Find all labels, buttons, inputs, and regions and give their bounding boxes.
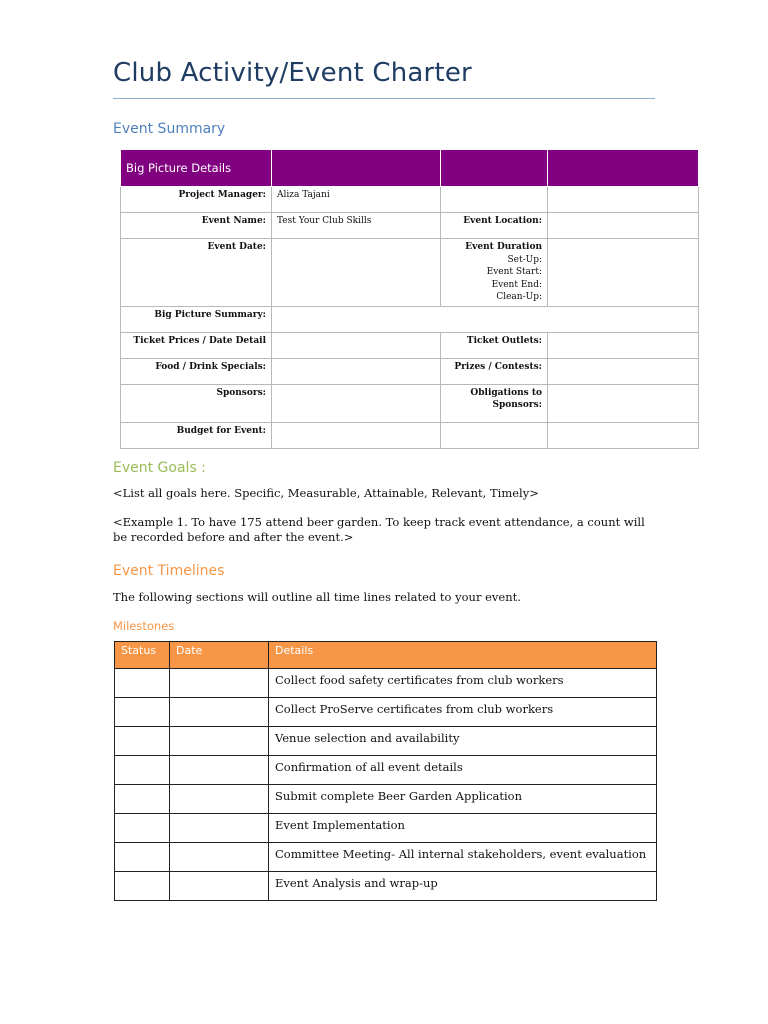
event-start-label: Event Start: [486,267,542,277]
date-cell[interactable] [170,756,269,785]
milestones-header-row [115,642,657,669]
status-cell[interactable] [115,785,170,814]
details-cell[interactable]: Collect food safety certificates from club workers [269,669,657,698]
sponsors-label: Sponsors: [121,384,272,422]
details-cell[interactable]: Submit complete Beer Garden Application [269,785,657,814]
ticket-outlets-value[interactable] [548,332,699,358]
event-duration-value[interactable] [548,239,699,307]
table-row [121,358,699,384]
big-picture-summary-label: Big Picture Summary: [121,306,272,332]
budget-label: Budget for Event: [121,422,272,448]
header-cell [272,150,441,187]
table-row [121,213,699,239]
details-cell[interactable]: Committee Meeting- All internal stakeholders, event evaluation [269,843,657,872]
event-timelines-heading: Event Timelines [113,563,225,579]
obligations-label-line1: Obligations to [470,387,542,398]
status-cell[interactable] [115,843,170,872]
event-end-label: Event End: [491,279,542,290]
milestones-heading: Milestones [113,619,175,633]
details-cell[interactable]: Collect ProServe certificates from club workers [269,698,657,727]
event-goals-heading: Event Goals : [113,460,206,476]
table-row [121,384,699,422]
event-location-label: Event Location: [441,213,548,239]
status-cell[interactable] [115,698,170,727]
ticket-prices-label: Ticket Prices / Date Detail [121,332,272,358]
obligations-value[interactable] [548,384,699,422]
big-picture-header: Big Picture Details [121,150,272,187]
empty-cell[interactable] [441,422,548,448]
setup-label: Set-Up: [507,254,542,265]
food-drink-label: Food / Drink Specials: [121,358,272,384]
table-row [115,872,657,901]
big-picture-table [120,149,699,449]
timelines-intro: The following sections will outline all time lines related to your event. [113,590,521,604]
date-cell[interactable] [170,814,269,843]
event-date-label: Event Date: [121,239,272,307]
date-cell[interactable] [170,785,269,814]
milestones-body [115,669,657,901]
empty-cell[interactable] [548,187,699,213]
goals-example: <Example 1. To have 175 attend beer garden. To keep track event attendance, a count will be recorded before and after the event.> [113,515,645,544]
date-cell[interactable] [170,698,269,727]
date-cell[interactable] [170,669,269,698]
project-manager-label: Project Manager: [121,187,272,213]
table-row [121,187,699,213]
goals-instruction: <List all goals here. Specific, Measurable, Attainable, Relevant, Timely> [113,486,539,500]
date-cell[interactable] [170,872,269,901]
obligations-label [441,384,548,422]
table-row [121,306,699,332]
status-cell[interactable] [115,756,170,785]
table-row [115,756,657,785]
milestones-table [114,641,657,901]
table-row [115,669,657,698]
table-row [115,814,657,843]
cleanup-label: Clean-Up: [496,292,542,302]
prizes-contests-label: Prizes / Contests: [441,358,548,384]
details-cell[interactable]: Event Analysis and wrap-up [269,872,657,901]
details-cell[interactable]: Event Implementation [269,814,657,843]
table-row [121,239,699,307]
table-row [115,843,657,872]
event-date-value[interactable] [272,239,441,307]
table-row [115,698,657,727]
budget-value[interactable] [272,422,441,448]
table-row [115,785,657,814]
event-name-label: Event Name: [121,213,272,239]
sponsors-value[interactable] [272,384,441,422]
date-column-header: Date [170,642,269,669]
status-cell[interactable] [115,814,170,843]
title-divider [113,98,655,99]
page-title: Club Activity/Event Charter [113,58,472,88]
obligations-label-line2: Sponsors: [492,400,542,410]
event-duration-title: Event Duration [465,242,542,252]
event-location-value[interactable] [548,213,699,239]
status-column-header: Status [115,642,170,669]
big-picture-header-row [121,150,699,187]
date-cell[interactable] [170,843,269,872]
table-row [115,727,657,756]
food-drink-value[interactable] [272,358,441,384]
big-picture-summary-value[interactable] [272,306,699,332]
empty-cell[interactable] [548,422,699,448]
empty-cell[interactable] [441,187,548,213]
details-cell[interactable]: Venue selection and availability [269,727,657,756]
status-cell[interactable] [115,669,170,698]
project-manager-value[interactable]: Aliza Tajani [272,187,441,213]
ticket-outlets-label: Ticket Outlets: [441,332,548,358]
header-cell [548,150,699,187]
table-row [121,422,699,448]
event-summary-heading: Event Summary [113,121,226,137]
event-name-value[interactable]: Test Your Club Skills [272,213,441,239]
table-row [121,332,699,358]
status-cell[interactable] [115,727,170,756]
prizes-contests-value[interactable] [548,358,699,384]
event-duration-label [441,239,548,307]
status-cell[interactable] [115,872,170,901]
details-column-header: Details [269,642,657,669]
details-cell[interactable]: Confirmation of all event details [269,756,657,785]
ticket-prices-value[interactable] [272,332,441,358]
date-cell[interactable] [170,727,269,756]
header-cell [441,150,548,187]
